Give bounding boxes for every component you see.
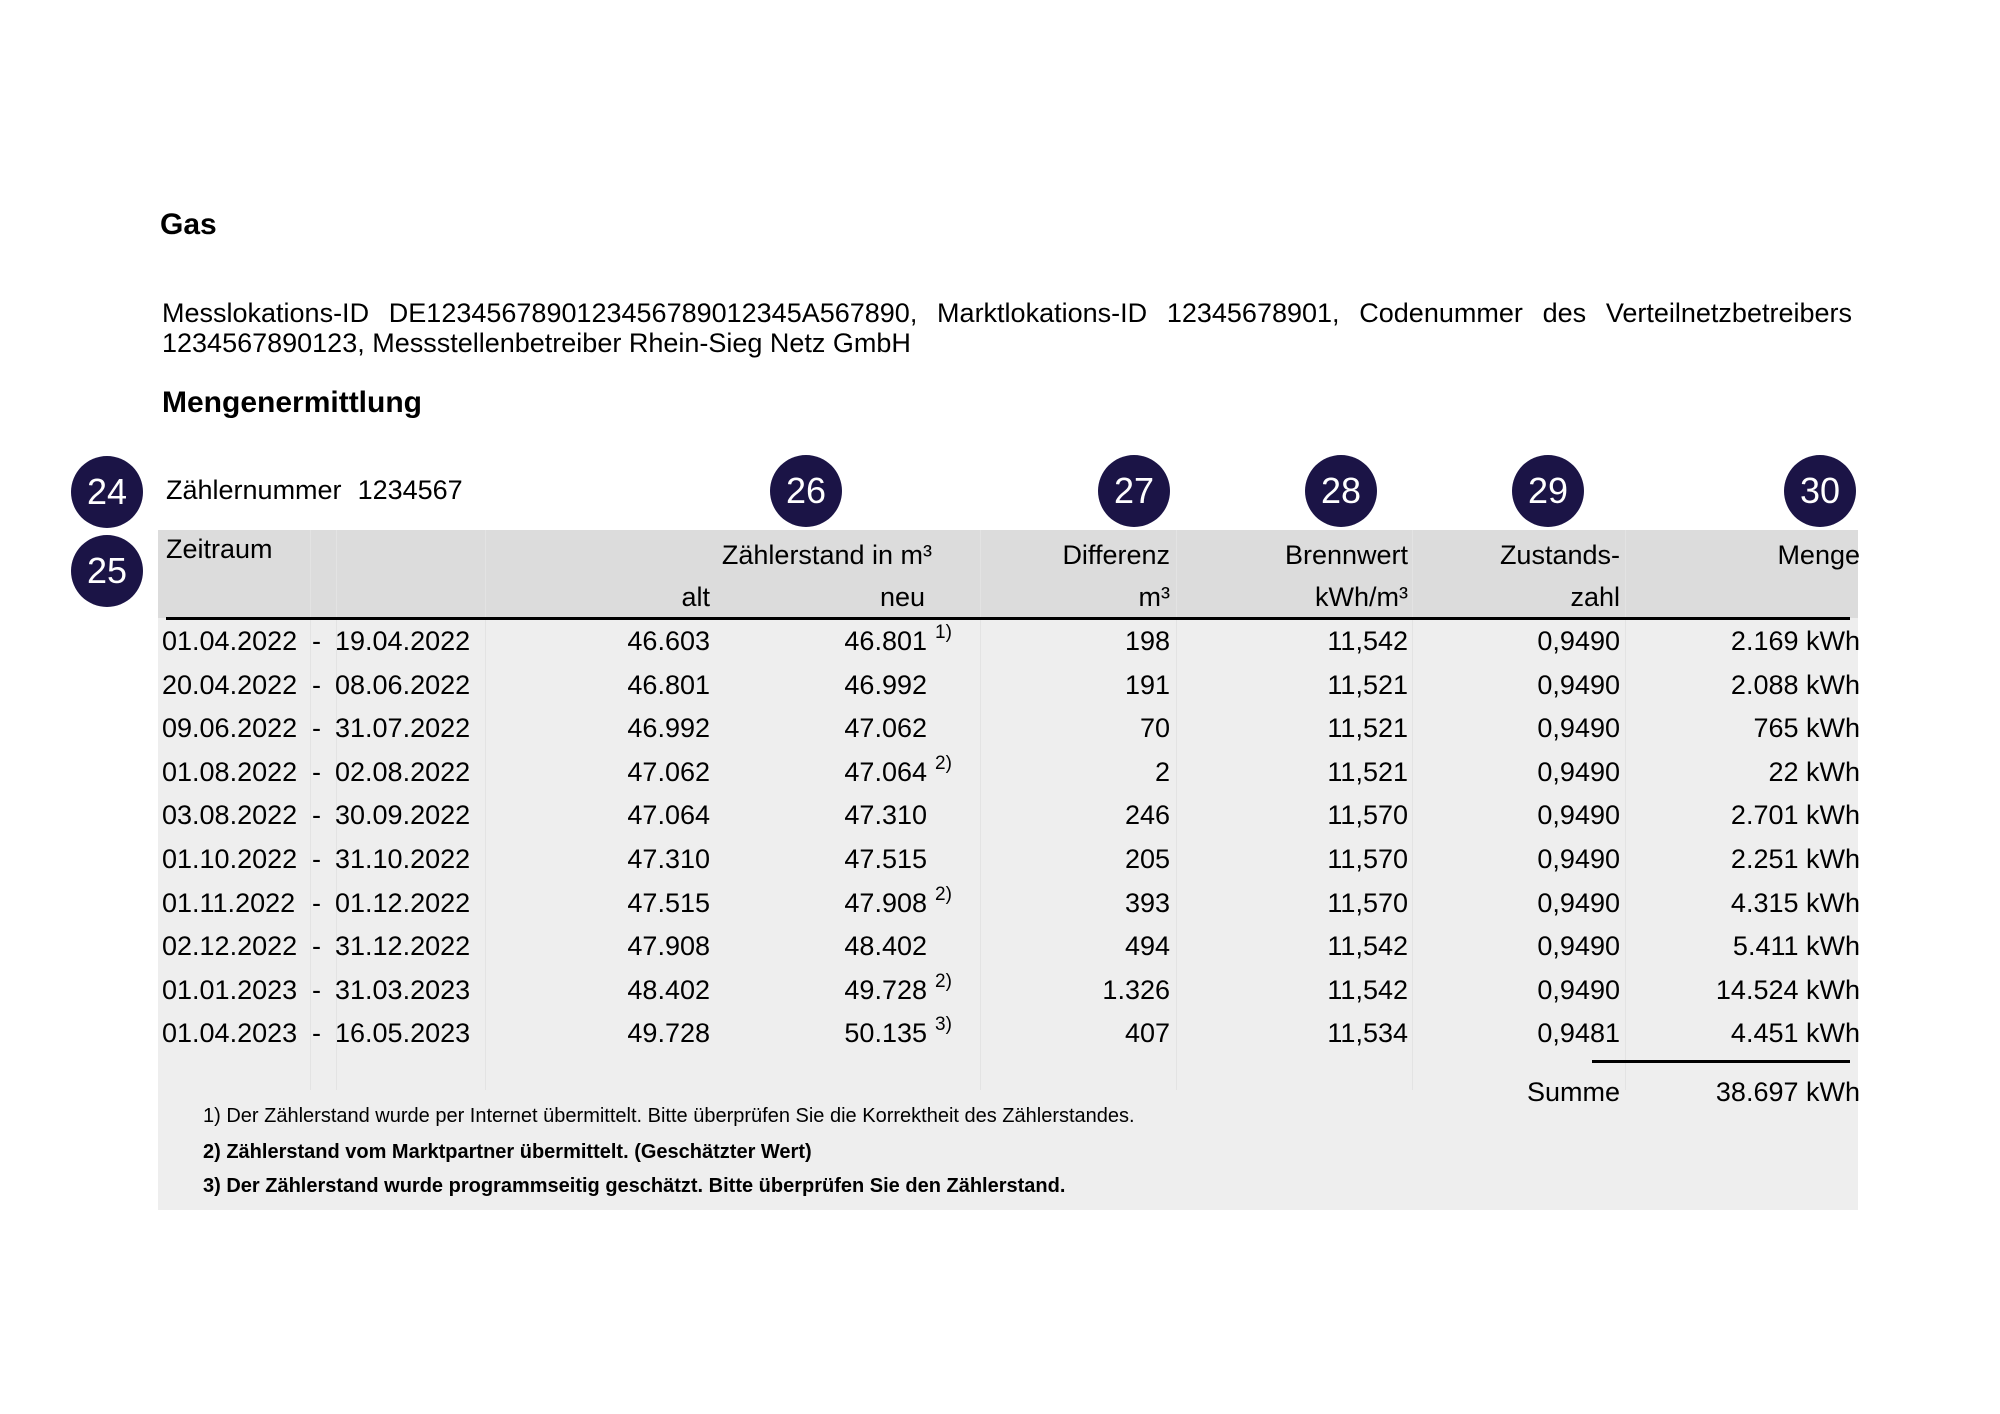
cell-zustandszahl: 0,9490: [1537, 887, 1620, 918]
column-divider: [310, 530, 311, 1090]
cell-menge: 2.251 kWh: [1730, 844, 1860, 874]
cell-menge: 2.169 kWh: [1730, 626, 1860, 656]
cell-brennwert: 11,542: [1327, 626, 1408, 656]
header-differenz-unit: m³: [1138, 582, 1170, 612]
cell-alt: 47.908: [627, 931, 710, 962]
cell-sep: -: [312, 844, 321, 874]
cell-von: 01.04.2022: [162, 626, 298, 656]
cell-zustandszahl: 0,9490: [1537, 669, 1620, 700]
cell-sep: -: [312, 756, 321, 787]
cell-bis: 02.08.2022: [335, 756, 471, 787]
subheading: Mengenermittlung: [162, 386, 422, 419]
cell-von: 09.06.2022: [162, 713, 298, 744]
cell-brennwert: 11,542: [1327, 931, 1408, 962]
header-menge: Menge: [1777, 540, 1860, 570]
column-divider: [980, 530, 981, 1090]
cell-zustandszahl: 0,9490: [1537, 626, 1620, 656]
footnote-marker: 2): [935, 883, 952, 905]
cell-brennwert: 11,542: [1327, 974, 1408, 1005]
cell-zustandszahl: 0,9490: [1537, 974, 1620, 1005]
header-brennwert: Brennwert: [1284, 540, 1408, 570]
cell-brennwert: 11,570: [1327, 887, 1408, 918]
cell-von: 20.04.2022: [162, 669, 298, 700]
cell-zustandszahl: 0,9490: [1537, 931, 1620, 962]
cell-sep: -: [312, 974, 321, 1005]
cell-zustandszahl: 0,9490: [1537, 713, 1620, 744]
cell-menge: 2.701 kWh: [1730, 800, 1860, 831]
cell-neu: 47.515: [844, 844, 927, 874]
meter-number: [166, 475, 463, 506]
column-divider: [485, 530, 486, 1090]
cell-neu: 48.402: [844, 931, 927, 962]
cell-von: 03.08.2022: [162, 800, 298, 831]
footnote-marker: 2): [935, 752, 952, 774]
cell-differenz: 191: [1124, 669, 1170, 700]
cell-brennwert: 11,521: [1327, 756, 1408, 787]
footnote-marker: 1): [935, 622, 952, 643]
cell-von: 01.10.2022: [162, 844, 298, 874]
summe-value: 38.697 kWh: [1715, 1077, 1860, 1107]
cell-menge: 4.451 kWh: [1730, 1018, 1860, 1049]
cell-menge: 14.524 kWh: [1715, 974, 1860, 1005]
footnote-2: 2) Zählerstand vom Marktpartner übermittelt. (Geschätzter Wert): [203, 1141, 812, 1163]
cell-von: 01.08.2022: [162, 756, 298, 787]
marker-30: 30: [1784, 455, 1856, 527]
cell-differenz: 494: [1124, 931, 1170, 962]
cell-zustandszahl: 0,9490: [1537, 756, 1620, 787]
cell-bis: 01.12.2022: [335, 887, 471, 918]
cell-sep: -: [312, 800, 321, 831]
cell-brennwert: 11,534: [1327, 1018, 1408, 1049]
cell-bis: 31.03.2023: [335, 974, 471, 1005]
footnote-marker: 2): [935, 970, 952, 992]
header-neu: neu: [879, 582, 925, 612]
cell-sep: -: [312, 626, 321, 656]
cell-differenz: 70: [1139, 713, 1170, 744]
cell-menge: 2.088 kWh: [1730, 669, 1860, 700]
cell-differenz: 205: [1124, 844, 1170, 874]
cell-alt: 46.603: [627, 626, 710, 656]
cell-neu: 46.801: [844, 626, 927, 656]
cell-von: 01.11.2022: [162, 887, 296, 918]
cell-brennwert: 11,521: [1327, 713, 1408, 744]
footnote-1: 1) Der Zählerstand wurde per Internet übermittelt. Bitte überprüfen Sie die Korrektheit des Zählerstandes.: [203, 1105, 1135, 1127]
cell-neu: 47.310: [844, 800, 927, 831]
column-divider: [1625, 530, 1626, 1090]
cell-menge: 22 kWh: [1768, 756, 1860, 787]
marker-26: 26: [770, 455, 842, 527]
cell-bis: 31.07.2022: [335, 713, 471, 744]
header-zeitraum: Zeitraum: [166, 534, 273, 564]
cell-differenz: 2: [1154, 756, 1170, 787]
cell-differenz: 407: [1124, 1018, 1170, 1049]
cell-alt: 47.310: [627, 844, 710, 874]
meter-value: 1234567: [357, 475, 463, 505]
cell-bis: 16.05.2023: [335, 1018, 471, 1049]
cell-differenz: 393: [1124, 887, 1170, 918]
cell-bis: 08.06.2022: [335, 669, 471, 700]
cell-differenz: 1.326: [1102, 974, 1170, 1005]
cell-zustandszahl: 0,9490: [1537, 844, 1620, 874]
meter-label: Zählernummer: [166, 475, 342, 505]
cell-menge: 765 kWh: [1753, 713, 1860, 744]
cell-neu: 49.728: [844, 974, 927, 1005]
header-brennwert-unit: kWh/m³: [1315, 582, 1408, 612]
header-rule: [166, 617, 1850, 620]
section-title: Gas: [160, 208, 217, 241]
cell-neu: 47.064: [844, 756, 927, 787]
cell-zustandszahl: 0,9481: [1537, 1018, 1620, 1049]
column-divider: [1176, 530, 1177, 1090]
footnote-marker: 3): [935, 1014, 952, 1036]
header-zustandszahl-2: zahl: [1570, 582, 1620, 612]
cell-menge: 4.315 kWh: [1730, 887, 1860, 918]
cell-von: 02.12.2022: [162, 931, 298, 962]
cell-bis: 31.12.2022: [335, 931, 471, 962]
marker-28: 28: [1305, 455, 1377, 527]
cell-neu: 46.992: [844, 669, 927, 700]
summe-label: Summe: [1526, 1077, 1620, 1107]
cell-alt: 47.062: [627, 756, 710, 787]
cell-brennwert: 11,570: [1327, 800, 1408, 831]
cell-alt: 47.064: [627, 800, 710, 831]
cell-brennwert: 11,521: [1327, 669, 1408, 700]
marker-25: 25: [71, 535, 143, 607]
cell-differenz: 246: [1124, 800, 1170, 831]
sum-rule: [1592, 1060, 1850, 1063]
cell-bis: 19.04.2022: [335, 626, 471, 656]
cell-alt: 48.402: [627, 974, 710, 1005]
header-zustandszahl-1: Zustands-: [1499, 540, 1620, 570]
column-divider: [1412, 530, 1413, 1090]
header-alt: alt: [681, 582, 710, 612]
header-differenz: Differenz: [1062, 540, 1170, 570]
cell-brennwert: 11,570: [1327, 844, 1408, 874]
cell-von: 01.04.2023: [162, 1018, 298, 1049]
cell-neu: 50.135: [844, 1018, 927, 1049]
cell-von: 01.01.2023: [162, 974, 298, 1005]
location-ids-text: Messlokations-ID DE1234567890123456789012345A567890, Marktlokations-ID 12345678901, Codenummer des Verteilnetzbetreibers 1234567890123, Messstellenbetreiber Rhein-Sieg Netz GmbH: [162, 298, 1852, 358]
cell-sep: -: [312, 887, 321, 918]
cell-sep: -: [312, 1018, 321, 1049]
cell-sep: -: [312, 931, 321, 962]
cell-menge: 5.411 kWh: [1732, 931, 1860, 962]
cell-neu: 47.062: [844, 713, 927, 744]
header-zaehlerstand: Zählerstand in m³: [721, 540, 932, 570]
footnote-3: 3) Der Zählerstand wurde programmseitig geschätzt. Bitte überprüfen Sie den Zählerstand.: [203, 1175, 1066, 1197]
cell-zustandszahl: 0,9490: [1537, 800, 1620, 831]
cell-sep: -: [312, 713, 321, 744]
cell-alt: 46.992: [627, 713, 710, 744]
cell-bis: 30.09.2022: [335, 800, 471, 831]
cell-alt: 49.728: [627, 1018, 710, 1049]
cell-bis: 31.10.2022: [335, 844, 471, 874]
marker-29: 29: [1512, 455, 1584, 527]
cell-neu: 47.908: [844, 887, 927, 918]
marker-24: 24: [71, 456, 143, 528]
cell-sep: -: [312, 669, 321, 700]
cell-differenz: 198: [1124, 626, 1170, 656]
cell-alt: 47.515: [627, 887, 710, 918]
marker-27: 27: [1098, 455, 1170, 527]
cell-alt: 46.801: [627, 669, 710, 700]
